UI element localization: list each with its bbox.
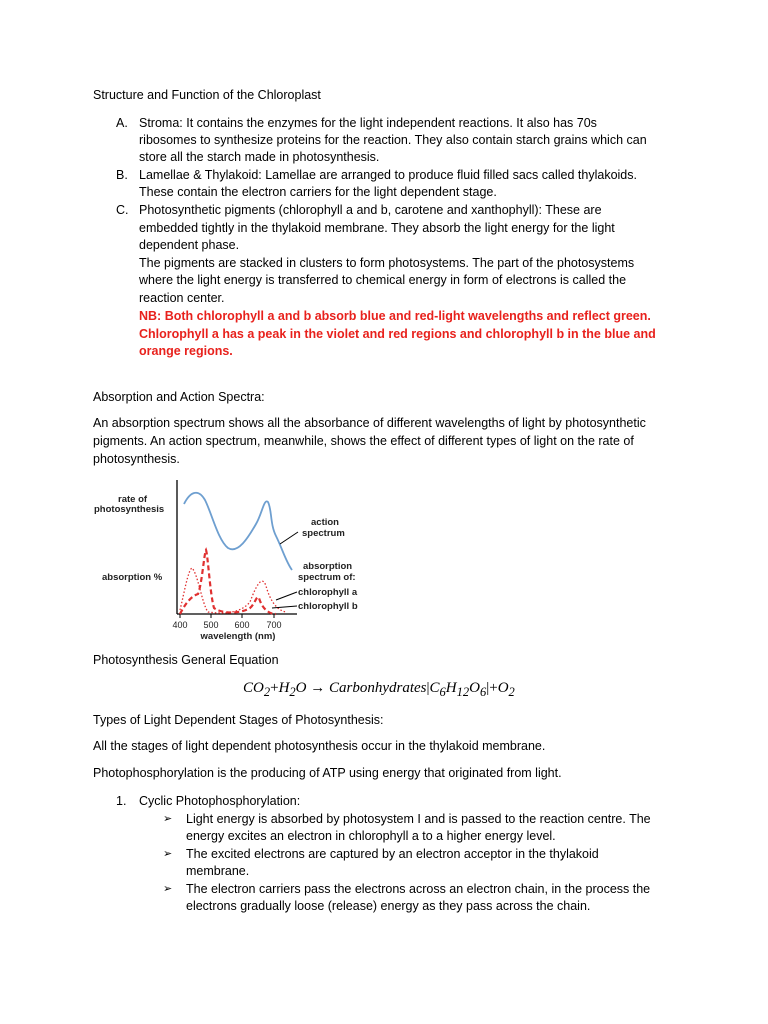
action-spectrum-curve — [184, 493, 292, 570]
photophosphorylation-sentence: Photophosphorylation is the producing of ATP using energy that originated from light. — [93, 766, 562, 780]
x-tick-label: 600 — [234, 620, 250, 630]
list-marker-a: A. — [116, 116, 128, 130]
eq-c: C — [429, 680, 440, 696]
list-marker-b: B. — [116, 168, 128, 182]
page-title: Structure and Function of the Chloroplast — [93, 88, 321, 102]
cyclic-bullet-line: The excited electrons are captured by an electron acceptor in the thylakoid — [186, 847, 599, 861]
x-tick-label: 700 — [266, 620, 282, 630]
eq-o: O — [295, 680, 307, 696]
eq-carbohydrates: Carbonhydrates — [329, 680, 427, 696]
spectra-paragraph-line: photosynthesis. — [93, 452, 180, 466]
chlorophyll-b-curve — [180, 568, 286, 613]
x-axis-label: wavelength (nm) — [200, 631, 276, 642]
chlorophyll-a-pointer — [276, 592, 297, 600]
list-item-c-line: The pigments are stacked in clusters to form photosystems. The part of the photosystems — [139, 256, 635, 270]
eq-o: O — [469, 680, 480, 696]
ylabel-rate: rate of — [118, 494, 148, 505]
list-item-b-line: These contain the electron carriers for the light dependent stage. — [139, 185, 497, 199]
eq-h: H — [445, 680, 457, 696]
action-label: spectrum — [302, 528, 345, 539]
cyclic-bullet-line: Light energy is absorbed by photosystem I and is passed to the reaction centre. The — [186, 812, 651, 826]
cyclic-bullet-line: energy excites an electron in chlorophyll a to a higher energy level. — [186, 829, 556, 843]
spectra-paragraph-line: An absorption spectrum shows all the absorbance of different wavelengths of light by photosynthetic — [93, 416, 646, 430]
list-item-a-line: store all the starch made in photosynthesis. — [139, 150, 380, 164]
nb-note-line: Chlorophyll a has a peak in the violet and red regions and chlorophyll b in the blue and — [139, 327, 656, 341]
absorption-label: spectrum of: — [298, 572, 356, 583]
eq-plus: + — [489, 680, 498, 696]
eq-h: H — [278, 680, 290, 696]
general-equation: $CO_2+H_2O$ → $Carbonhydrates|C_6H_{12}O_6|+O_2$ — [243, 680, 515, 699]
list-item-c-line: reaction center. — [139, 291, 225, 305]
bullet-arrow-icon: ➢ — [163, 813, 173, 825]
eq-arrow: → — [310, 680, 326, 696]
x-tick-label: 500 — [203, 620, 219, 630]
list-item-a-line: ribosomes to synthesize proteins for the reaction. They also contain starch grains which can — [139, 133, 647, 147]
cyclic-title: Cyclic Photophosphorylation: — [139, 794, 301, 808]
list-item-c-line: embedded tightly in the thylakoid membrane. They absorb the light energy for the light — [139, 221, 615, 235]
x-tick-label: 400 — [172, 620, 188, 630]
thylakoid-sentence: All the stages of light dependent photosynthesis occur in the thylakoid membrane. — [93, 739, 546, 753]
cyclic-bullet-line: electrons gradually loose (release) energy as they pass across the chain. — [186, 899, 591, 913]
action-label: action — [311, 517, 339, 528]
eq-sub: 6 — [439, 685, 446, 699]
eq-sub: 12 — [456, 685, 470, 699]
cyclic-marker: 1. — [116, 794, 127, 808]
chlorophyll-a-curve — [180, 550, 276, 614]
nb-note-line: orange regions. — [139, 344, 233, 358]
chlorophyll-b-label: chlorophyll b — [298, 601, 358, 612]
list-item-b-line: Lamellae & Thylakoid: Lamellae are arranged to produce fluid filled sacs called thylakoids. — [139, 168, 637, 182]
types-heading: Types of Light Dependent Stages of Photosynthesis: — [93, 713, 384, 727]
spectra-paragraph-line: pigments. An action spectrum, meanwhile, shows the effect of different types of light on the rate of — [93, 434, 634, 448]
eq-plus: + — [270, 680, 279, 696]
eq-sub: 2 — [508, 685, 515, 699]
list-item-c-line: dependent phase. — [139, 238, 240, 252]
list-item-c-line: Photosynthetic pigments (chlorophyll a and b, carotene and xanthophyll): These are — [139, 203, 602, 217]
equation-heading: Photosynthesis General Equation — [93, 653, 279, 667]
spectra-heading: Absorption and Action Spectra: — [93, 390, 265, 404]
eq-sub: 2 — [289, 685, 296, 699]
action-pointer — [280, 532, 298, 544]
list-item-a-line: Stroma: It contains the enzymes for the light independent reactions. It also has 70s — [139, 116, 597, 130]
ylabel-absorption: absorption % — [102, 572, 163, 583]
chlorophyll-a-label: chlorophyll a — [298, 587, 358, 598]
eq-sub: 2 — [263, 685, 271, 699]
bullet-arrow-icon: ➢ — [163, 848, 173, 860]
eq-o: O — [497, 680, 509, 696]
list-marker-c: C. — [116, 203, 129, 217]
spectra-figure — [90, 474, 380, 646]
nb-note-line: NB: Both chlorophyll a and b absorb blue and red-light wavelengths and reflect green. — [139, 309, 651, 323]
cyclic-bullet-line: membrane. — [186, 864, 250, 878]
absorption-label: absorption — [303, 561, 353, 572]
ylabel-photosynthesis: photosynthesis — [94, 504, 165, 515]
eq-co: CO — [243, 680, 264, 696]
bullet-arrow-icon: ➢ — [163, 883, 173, 895]
eq-sub: 6 — [479, 685, 487, 699]
list-item-c-line: where the light energy is transferred to chemical energy in form of electrons is called the — [139, 273, 627, 287]
cyclic-bullet-line: The electron carriers pass the electrons across an electron chain, in the process the — [186, 882, 651, 896]
